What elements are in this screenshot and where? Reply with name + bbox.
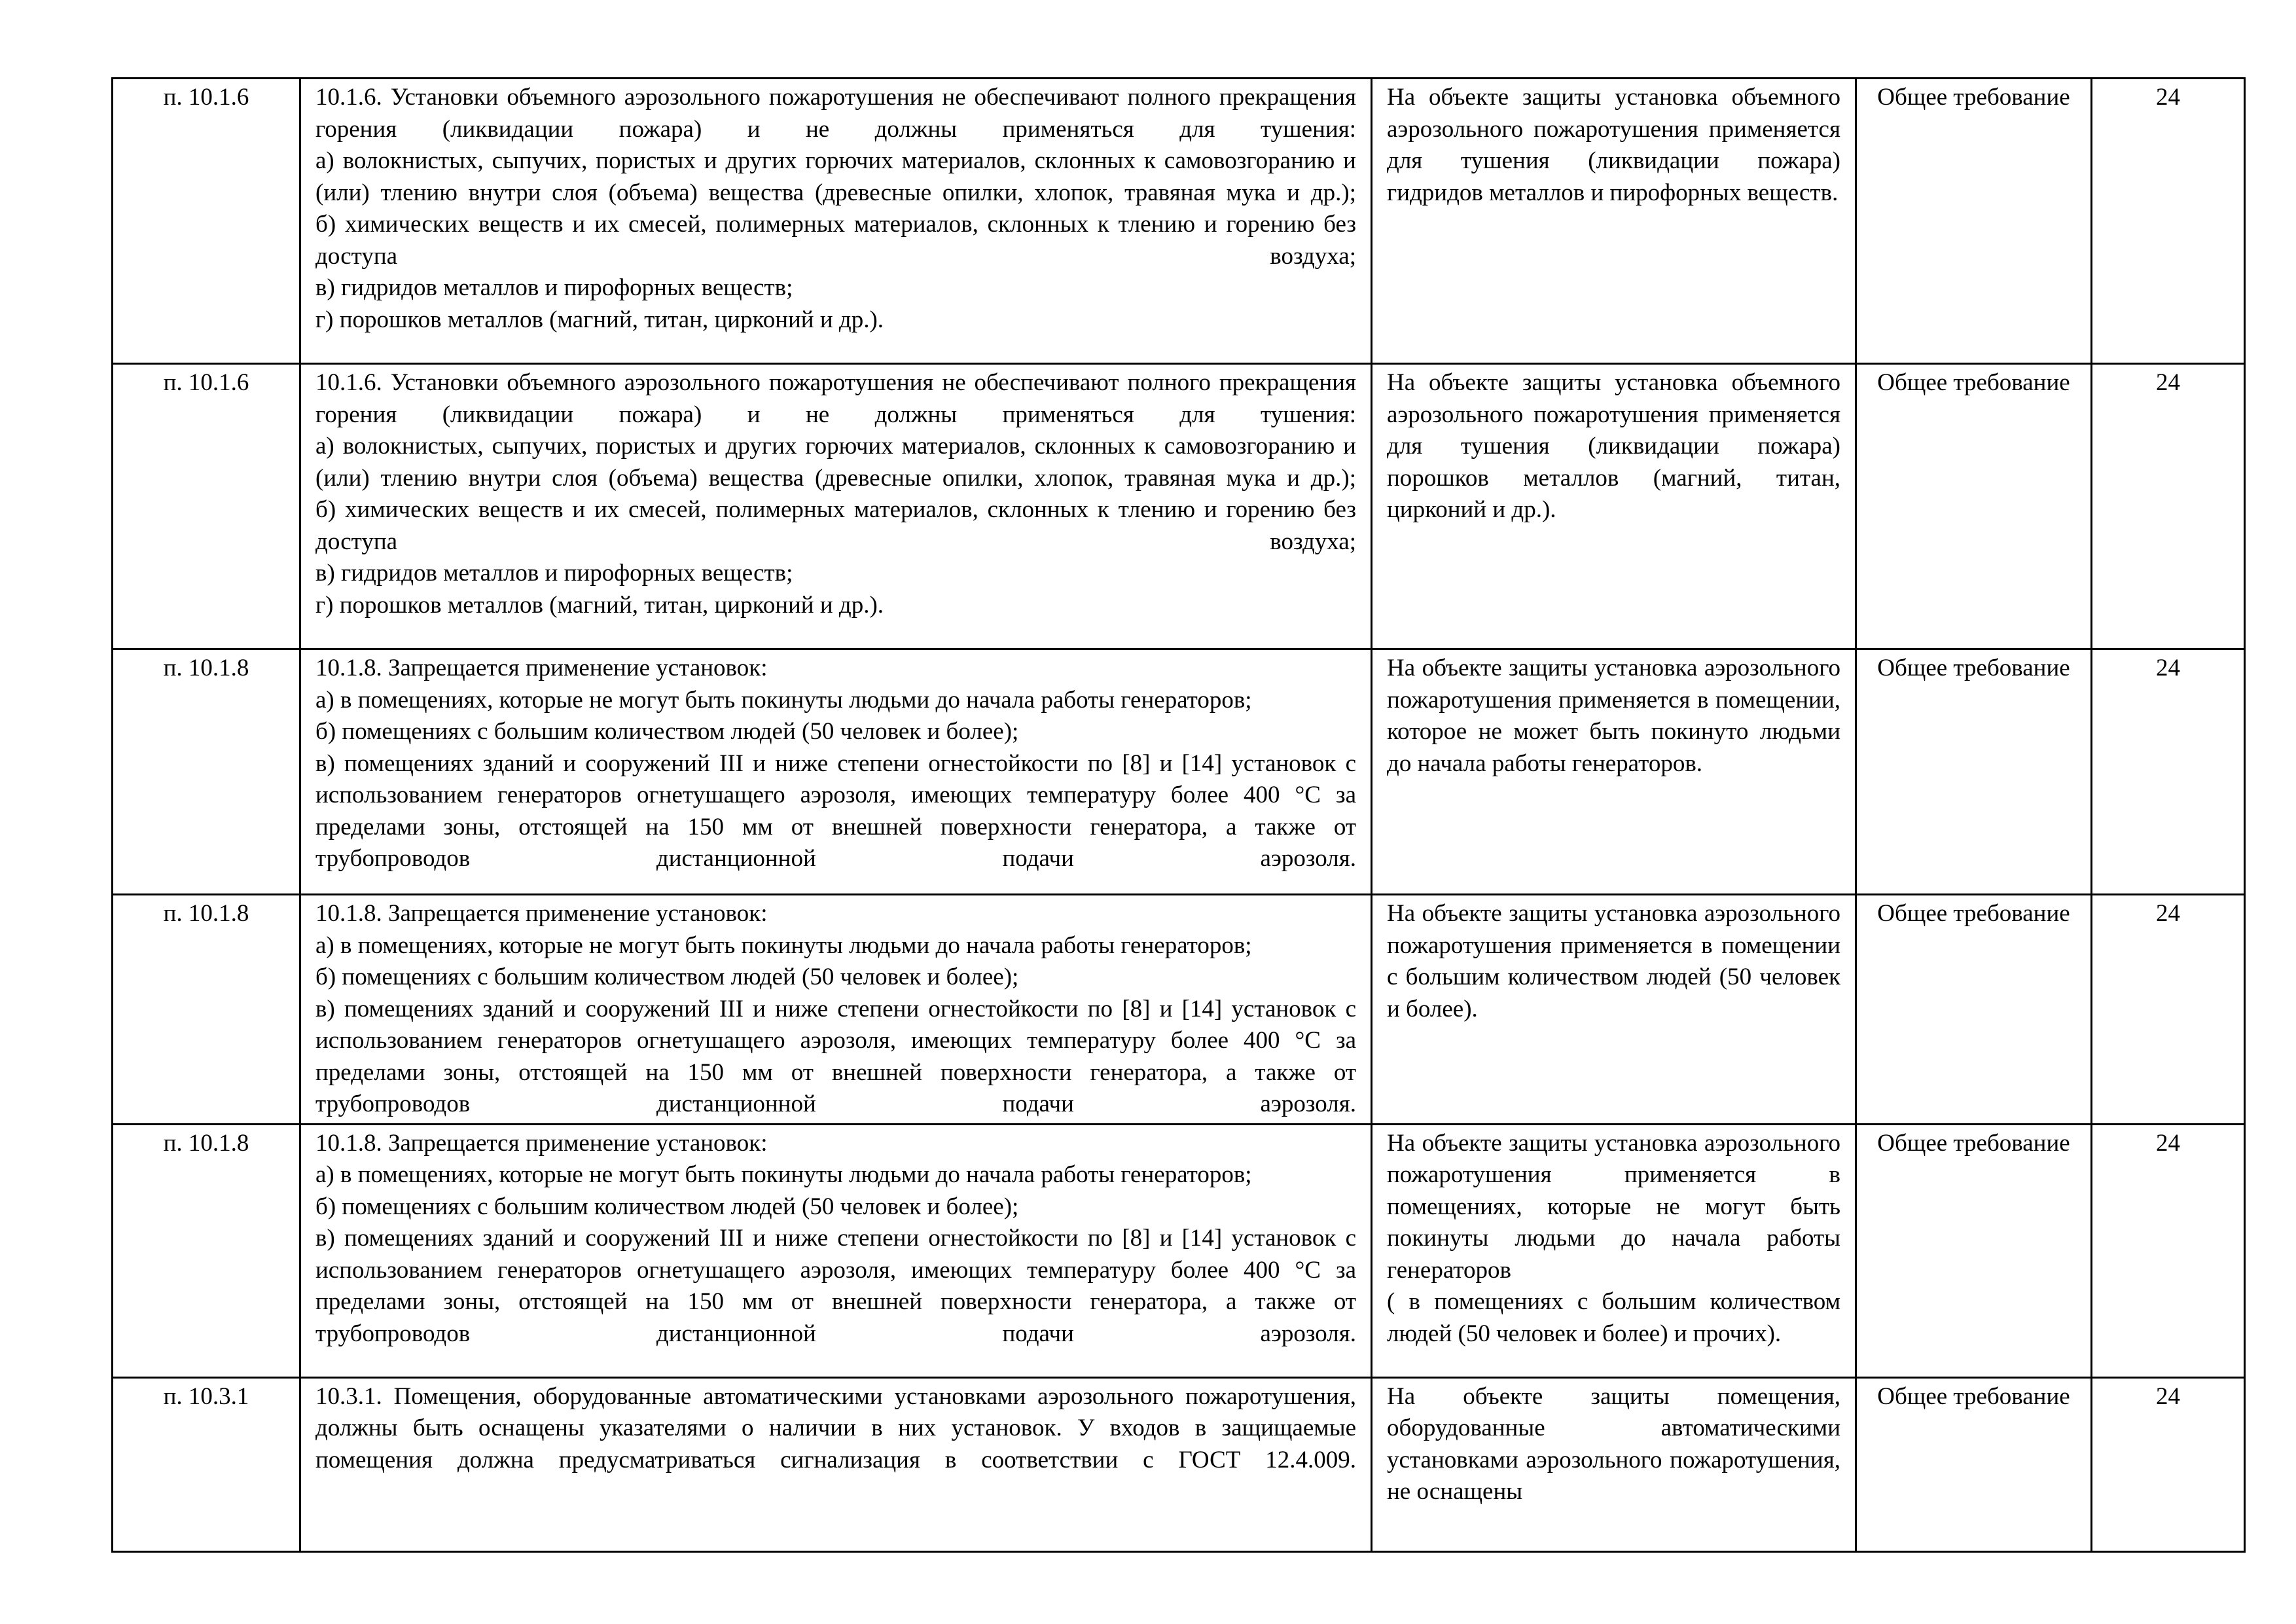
clause-ref-cell <box>113 649 300 895</box>
norm-paragraph: б) помещениях с большим количеством людей (50 человек и более); <box>315 718 1019 745</box>
norm-text-cell <box>300 1377 1372 1551</box>
violation-text: На объекте защиты помещения, оборудованные автоматическими установками аэрозольного пожаротушения, не оснащены <box>1387 1382 1840 1505</box>
requirements-table <box>111 77 2246 1553</box>
violation-cell <box>1372 895 1856 1125</box>
norm-paragraph: а) в помещениях, которые не могут быть покинуты людьми до начала работы генераторов; <box>315 931 1252 959</box>
norm-paragraph: в) гидридов металлов и пирофорных веществ; <box>315 274 793 301</box>
norm-paragraph: 10.1.6. Установки объемного аэрозольного пожаротушения не обеспечивают полного прекращения горения (ликвидации пожара) и не должны применяться для тушения: <box>315 369 1356 428</box>
norm-paragraph: г) порошков металлов (магний, титан, цирконий и др.). <box>315 591 884 619</box>
requirement-type-cell <box>1856 649 2092 895</box>
norm-paragraph: 10.3.1. Помещения, оборудованные автоматическими установками аэрозольного пожаротушения, должны быть оснащены указателями о наличии в них установок. У входов в защищаемые помещения должна предусматриваться сигнализация в соответствии с ГОСТ 12.4.009. <box>315 1382 1356 1473</box>
requirement-type: Общее требование <box>1877 655 2070 681</box>
clause-ref-cell <box>113 895 300 1125</box>
requirement-type: Общее требование <box>1877 900 2070 927</box>
clause-ref-cell <box>113 79 300 364</box>
violation-cell <box>1372 364 1856 649</box>
violation-cell <box>1372 1377 1856 1551</box>
clause-ref-cell <box>113 364 300 649</box>
clause-ref: п. 10.1.8 <box>163 655 249 681</box>
norm-paragraph: а) волокнистых, сыпучих, пористых и других горючих материалов, склонных к самовозгоранию и (или) тлению внутри слоя (объема) вещества (древесные опилки, хлопок, травяная мука и др.); <box>315 147 1356 206</box>
clause-ref-cell <box>113 1124 300 1377</box>
norm-paragraph: 10.1.8. Запрещается применение установок: <box>315 900 768 927</box>
requirement-type-cell <box>1856 364 2092 649</box>
norm-paragraph: 10.1.8. Запрещается применение установок: <box>315 1129 768 1157</box>
norm-paragraph: в) помещениях зданий и сооружений III и ниже степени огнестойкости по [8] и [14] установок с использованием генераторов огнетушащего аэрозоля, имеющих температуру более 400 °С за пределами зоны, отстоящей на 150 мм от внешней поверхности генератора, а также от трубопроводов дистанционной подачи аэрозоля. <box>315 995 1356 1117</box>
page-number: 24 <box>2156 1129 2180 1157</box>
norm-paragraph: 10.1.6. Установки объемного аэрозольного пожаротушения не обеспечивают полного прекращения горения (ликвидации пожара) и не должны применяться для тушения: <box>315 84 1356 143</box>
requirement-type-cell <box>1856 895 2092 1125</box>
norm-paragraph: а) в помещениях, которые не могут быть покинуты людьми до начала работы генераторов; <box>315 686 1252 713</box>
clause-ref: п. 10.1.8 <box>163 1129 249 1157</box>
requirement-type: Общее требование <box>1877 1129 2070 1157</box>
norm-paragraph: б) химических веществ и их смесей, полимерных материалов, склонных к тлению и горению без доступа воздуха; <box>315 211 1356 270</box>
requirement-type: Общее требование <box>1877 369 2070 396</box>
clause-ref-cell <box>113 1377 300 1551</box>
page-number: 24 <box>2156 1382 2180 1410</box>
norm-paragraph: в) помещениях зданий и сооружений III и ниже степени огнестойкости по [8] и [14] установок с использованием генераторов огнетушащего аэрозоля, имеющих температуру более 400 °С за пределами зоны, отстоящей на 150 мм от внешней поверхности генератора, а также от трубопроводов дистанционной подачи аэрозоля. <box>315 749 1356 872</box>
requirement-type-cell <box>1856 1377 2092 1551</box>
clause-ref: п. 10.1.6 <box>163 369 249 396</box>
table-row <box>113 1124 2245 1377</box>
norm-paragraph: а) в помещениях, которые не могут быть покинуты людьми до начала работы генераторов; <box>315 1161 1252 1188</box>
norm-paragraph: б) помещениях с большим количеством людей (50 человек и более); <box>315 1193 1019 1220</box>
norm-paragraph: г) порошков металлов (магний, титан, цирконий и др.). <box>315 306 884 333</box>
table-row <box>113 364 2245 649</box>
norm-paragraph: в) гидридов металлов и пирофорных веществ; <box>315 560 793 586</box>
norm-text-cell <box>300 895 1372 1125</box>
clause-ref: п. 10.3.1 <box>163 1382 249 1410</box>
page-number-cell <box>2092 79 2245 364</box>
page-number-cell <box>2092 364 2245 649</box>
violation-cell <box>1372 1124 1856 1377</box>
norm-paragraph: б) химических веществ и их смесей, полимерных материалов, склонных к тлению и горению без доступа воздуха; <box>315 496 1356 555</box>
requirement-type-cell <box>1856 79 2092 364</box>
norm-text-cell <box>300 364 1372 649</box>
clause-ref: п. 10.1.8 <box>163 900 249 927</box>
document-page <box>111 77 2244 1553</box>
norm-paragraph: а) волокнистых, сыпучих, пористых и других горючих материалов, склонных к самовозгоранию и (или) тлению внутри слоя (объема) вещества (древесные опилки, хлопок, травяная мука и др.); <box>315 433 1356 492</box>
norm-paragraph: в) помещениях зданий и сооружений III и ниже степени огнестойкости по [8] и [14] установок с использованием генераторов огнетушащего аэрозоля, имеющих температуру более 400 °С за пределами зоны, отстоящей на 150 мм от внешней поверхности генератора, а также от трубопроводов дистанционной подачи аэрозоля. <box>315 1225 1356 1347</box>
norm-paragraph: 10.1.8. Запрещается применение установок: <box>315 655 768 681</box>
table-row <box>113 1377 2245 1551</box>
page-number-cell <box>2092 1377 2245 1551</box>
page-number-cell <box>2092 895 2245 1125</box>
page-number-cell <box>2092 1124 2245 1377</box>
page-number: 24 <box>2156 84 2180 111</box>
violation-cell <box>1372 649 1856 895</box>
clause-ref: п. 10.1.6 <box>163 84 249 111</box>
norm-text-cell <box>300 79 1372 364</box>
table-row <box>113 649 2245 895</box>
violation-text: На объекте защиты установка аэрозольного пожаротушения применяется в помещении с большим количеством людей (50 человек и более). <box>1387 900 1840 1022</box>
requirement-type-cell <box>1856 1124 2092 1377</box>
violation-text: На объекте защиты установка объемного аэрозольного пожаротушения применяется для тушения (ликвидации пожара) гидридов металлов и пирофорных веществ. <box>1387 84 1840 206</box>
norm-text-cell <box>300 1124 1372 1377</box>
page-number-cell <box>2092 649 2245 895</box>
table-row <box>113 895 2245 1125</box>
norm-paragraph: б) помещениях с большим количеством людей (50 человек и более); <box>315 964 1019 990</box>
page-number: 24 <box>2156 900 2180 927</box>
violation-text: На объекте защиты установка аэрозольного пожаротушения применяется в помещениях, которые не могут быть покинуты людьми до начала работы генераторов ( в помещениях с большим количеством людей (50 человек и более) и прочих). <box>1387 1129 1840 1347</box>
violation-text: На объекте защиты установка аэрозольного пожаротушения применяется в помещении, которое не может быть покинуто людьми до начала работы генераторов. <box>1387 655 1840 777</box>
requirement-type: Общее требование <box>1877 1382 2070 1410</box>
requirement-type: Общее требование <box>1877 84 2070 111</box>
table-row <box>113 79 2245 364</box>
page-number: 24 <box>2156 369 2180 396</box>
norm-text-cell <box>300 649 1372 895</box>
violation-cell <box>1372 79 1856 364</box>
page-number: 24 <box>2156 655 2180 681</box>
violation-text: На объекте защиты установка объемного аэрозольного пожаротушения применяется для тушения (ликвидации пожара) порошков металлов (магний, титан, цирконий и др.). <box>1387 369 1840 523</box>
